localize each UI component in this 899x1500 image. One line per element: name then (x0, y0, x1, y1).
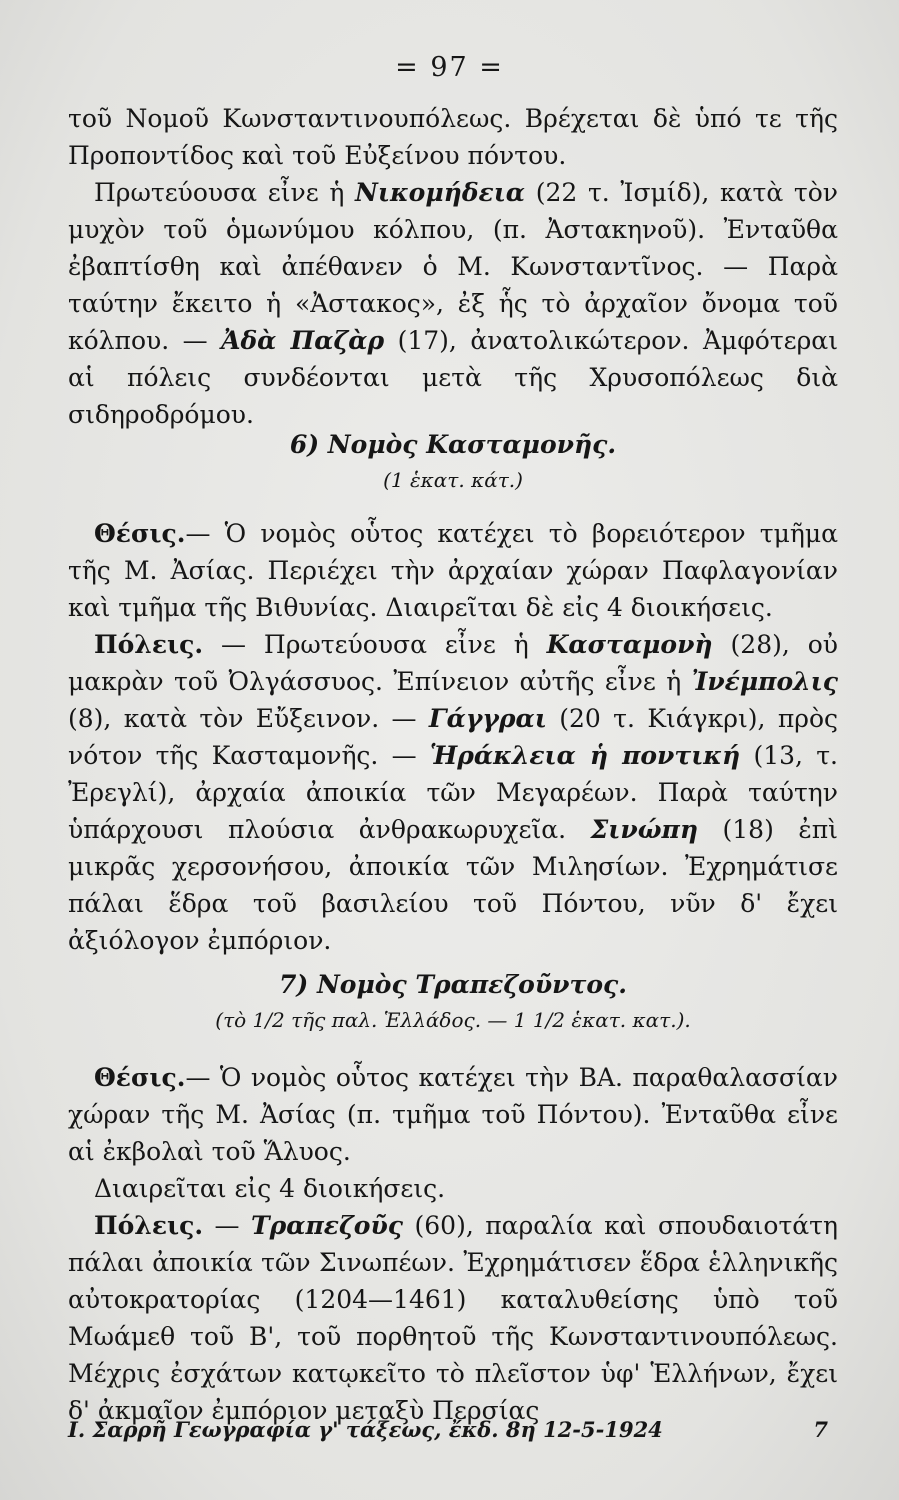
place-name: Γάγγραι (428, 704, 547, 733)
text-run: Διαιρεῖται εἰς 4 διοικήσεις. (94, 1174, 446, 1203)
section-7 (68, 965, 838, 1429)
intro-line: τοῦ Νομοῦ Κωνσταντινουπόλεως. Βρέχεται δὲ ὑπό τε τῆς Προποντίδος καὶ τοῦ Εὐξείνου πόντου. (68, 104, 838, 170)
intro-paragraph-2 (68, 174, 838, 433)
section-6-subtitle: (1 ἑκατ. κάτ.) (383, 468, 523, 492)
place-name: Κασταμονὴ (546, 630, 713, 659)
text-run: — Ὁ νομὸς οὗτος κατέχει τὸ βορειότερον τμῆμα τῆς Μ. Ἀσίας. Περιέχει τὴν ἀρχαίαν χώραν Παφλαγονίαν καὶ τμῆμα τῆς Βιθυνίας. Διαιρεῖται δὲ εἰς 4 διοικήσεις. (68, 519, 838, 622)
section-6-thesis (68, 515, 838, 626)
text-run: (13, τ. Ἐρεγλί), ἀρχαία ἀποικία τῶν Μεγαρέων. Παρὰ ταύτην ὑπάρχουσι πλούσια ἀνθρακωρυχεῖα. (68, 741, 839, 844)
section-6-cities (68, 626, 838, 959)
place-name: Ἀδὰ Παζὰρ (221, 326, 385, 355)
text-run: (18) ἐπὶ μικρᾶς χερσονήσου, ἀποικία τῶν Μιλησίων. Ἐχρημάτισε πάλαι ἕδρα τοῦ βασιλείου τοῦ Πόντου, νῦν δ' ἔχει ἀξιόλογον ἐμπόριον. (68, 815, 838, 955)
thesis-label: Θέσις. (94, 1063, 186, 1092)
text-run: — Ὁ νομὸς οὗτος κατέχει τὴν ΒΑ. παραθαλασσίαν χώραν τῆς Μ. Ἀσίας (π. τμῆμα τοῦ Πόντου). Ἐνταῦθα εἶνε αἱ ἐκβολαὶ τοῦ Ἅλυος. (68, 1063, 838, 1166)
text-run: (20 τ. Κιάγκρι), πρὸς νότον τῆς Κασταμονῆς. — (68, 704, 838, 770)
cities-label: Πόλεις. (94, 630, 204, 659)
place-name: Νικομήδεια (355, 178, 526, 207)
text-run: (60), παραλία καὶ σπουδαιοτάτη πάλαι ἀποικία τῶν Σινωπέων. Ἐχρημάτισεν ἕδρα ἑλληνικῆς αὐτοκρατορίας (1204—1461) καταλυθείσης ὑπὸ τοῦ Μωάμεθ τοῦ Β', τοῦ πορθητοῦ τῆς Κωνσταντινουπόλεως. Μέχρις ἐσχάτων κατῳκεῖτο τὸ πλεῖστον ὑφ' Ἑλλήνων, ἔχει δ' ἀκμαῖον ἐμπόριον μεταξὺ Περσίας (68, 1211, 838, 1425)
section-7-subtitle: (τὸ 1/2 τῆς παλ. Ἑλλάδος. — 1 1/2 ἑκατ. κατ.). (215, 1008, 691, 1032)
cities-label: Πόλεις. (94, 1211, 204, 1240)
thesis-label: Θέσις. (94, 519, 186, 548)
page-number: = 97 = (395, 52, 504, 83)
page-footer (68, 1417, 828, 1442)
intro-paragraph-1 (68, 100, 838, 174)
text-run: (22 τ. Ἰσμίδ), κατὰ τὸν μυχὸν τοῦ ὁμωνύμου κόλπου, (π. Ἀστακηνοῦ). Ἐνταῦθα ἐβαπτίσθη καὶ ἀπέθανεν ὁ Μ. Κωνσταντῖνος. — Παρὰ ταύτην ἔκειτο ἡ «Ἀστακος», ἐξ ἧς τὸ ἀρχαῖον ὄνομα τοῦ κόλπου. — (68, 178, 838, 355)
text-run: — (203, 1211, 252, 1240)
text-run: (17), ἀνατολικώτερον. Ἀμφότεραι αἱ πόλεις συνδέονται μετὰ τῆς Χρυσοπόλεως διὰ σιδηροδρόμου. (68, 326, 838, 429)
section-7-title: 7) Νομὸς Τραπεζοῦντος. (279, 970, 627, 999)
text-run: Πρωτεύουσα εἶνε ἡ (94, 178, 355, 207)
footer-signature-mark: 7 (813, 1417, 828, 1442)
text-run: — Πρωτεύουσα εἶνε ἡ (203, 630, 547, 659)
text-run: (8), κατὰ τὸν Εὔξεινον. — (68, 704, 429, 733)
place-name: Ἰνέμπολις (691, 667, 838, 696)
place-name: Ἡράκλεια ἡ ποντική (429, 741, 741, 770)
section-6-title: 6) Νομὸς Κασταμονῆς. (289, 430, 617, 459)
section-7-divisions (68, 1170, 838, 1207)
place-name: Τραπεζοῦς (251, 1211, 404, 1240)
section-7-thesis (68, 1059, 838, 1170)
place-name: Σινώπη (590, 815, 699, 844)
text-run: (28), οὐ μακρὰν τοῦ Ὀλγάσσυος. Ἐπίνειον αὐτῆς εἶνε ἡ (68, 630, 838, 696)
intro-text (68, 100, 838, 433)
section-7-cities (68, 1207, 838, 1429)
section-6 (68, 425, 838, 959)
footer-imprint: Ι. Σαρρῆ Γεωγραφία γ' τάξεως, ἔκδ. 8η 12-5-1924 (68, 1417, 663, 1442)
